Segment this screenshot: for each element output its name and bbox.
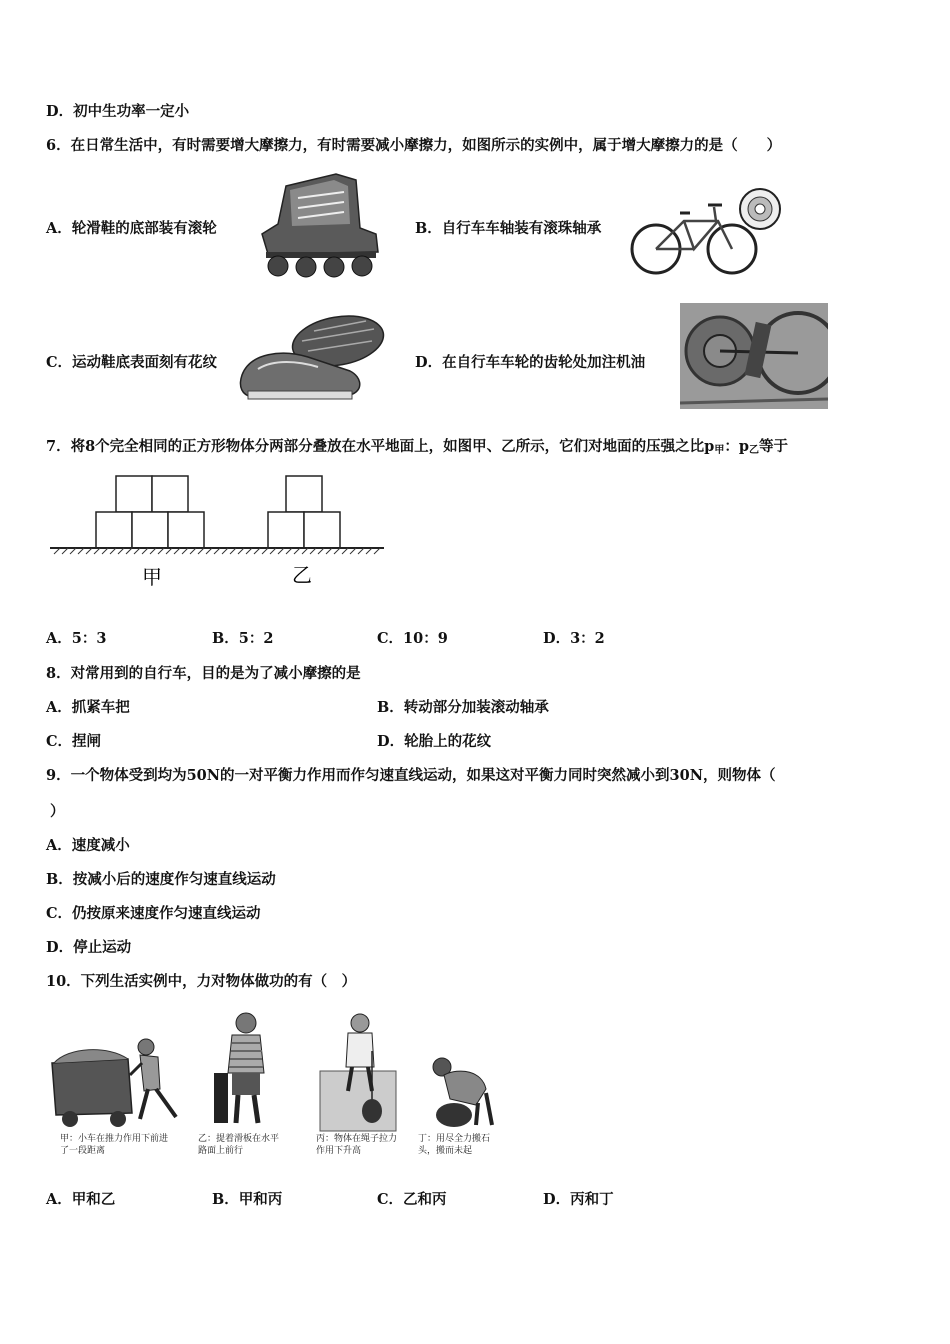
q10-option-b: B．甲和丙 [212, 1191, 283, 1208]
caption-ding: 丁：用尽全力搬石头，搬而未起 [418, 1134, 491, 1156]
label-yi: 乙 [292, 563, 312, 587]
q6-option-a: A．轮滑鞋的底部装有滚轮 [46, 220, 217, 237]
q9-option-b: B．按减小后的速度作匀速直线运动 [46, 871, 276, 888]
q7-stem [46, 437, 788, 461]
q8-option-b: B．转动部分加装滚动轴承 [377, 699, 549, 716]
label-jia: 甲 [142, 565, 162, 589]
q8-option-c: C．捏闸 [46, 733, 102, 750]
cube-jia-bottom-3 [168, 512, 204, 548]
cube-yi-bottom-2 [304, 512, 340, 548]
cube-jia-bottom-2 [132, 512, 168, 548]
cube-yi-bottom-1 [268, 512, 304, 548]
cube-jia-bottom-1 [96, 512, 132, 548]
q7-option-b: B．5：2 [212, 630, 274, 647]
q8-option-d: D．轮胎上的花纹 [377, 733, 492, 750]
caption-yi: 乙：提着滑板在水平路面上前行 [198, 1134, 280, 1156]
cube-jia-top-1 [116, 476, 152, 512]
q7-stem-text: 7．将8个完全相同的正方形物体分两部分叠放在水平地面上，如图甲、乙所示，它们对地面的压强之比p [46, 438, 715, 455]
lifting-stone-image [420, 1053, 500, 1131]
q9-option-c: C．仍按原来速度作匀速直线运动 [46, 905, 261, 922]
q8-stem: 8．对常用到的自行车，目的是为了减小摩擦的是 [46, 665, 361, 682]
q9-option-a: A．速度减小 [46, 837, 130, 854]
q7-option-d: D．3：2 [543, 630, 605, 647]
q5-option-d: D．初中生功率一定小 [46, 103, 190, 120]
q6-option-d: D．在自行车车轮的齿轮处加注机油 [415, 354, 646, 371]
q7-option-c: C．10：9 [377, 630, 448, 647]
q9-option-d: D．停止运动 [46, 939, 132, 956]
q8-option-a: A．抓紧车把 [46, 699, 130, 716]
q7-stem-end: 等于 [758, 438, 788, 455]
q7-stem-mid: ：p [724, 438, 749, 455]
q10-stem: 10．下列生活实例中，力对物体做功的有（ ） [46, 973, 357, 990]
caption-jia: 甲：小车在推力作用下前进了一段距离 [60, 1134, 169, 1156]
q10-option-a: A．甲和乙 [46, 1191, 116, 1208]
q10-option-c: C．乙和丙 [377, 1191, 447, 1208]
q6-option-c: C．运动鞋底表面刻有花纹 [46, 354, 218, 371]
sneaker-image [238, 305, 390, 405]
roller-skate-image [248, 168, 388, 278]
rope-lifting-image [318, 1011, 398, 1135]
caption-bing: 丙：物体在绳子拉力作用下升高 [316, 1134, 398, 1156]
stacked-cubes-diagram [48, 470, 388, 598]
cube-yi-top [286, 476, 322, 512]
q7-option-a: A．5：3 [46, 630, 107, 647]
q7-subscript-jia: 甲 [714, 445, 725, 456]
q7-subscript-yi: 乙 [748, 445, 759, 456]
cube-jia-top-2 [152, 476, 188, 512]
q9-stem: 9．一个物体受到均为50N的一对平衡力作用而作匀速直线运动，如果这对平衡力同时突然减小到30N，则物体（ [46, 767, 776, 784]
q6-stem: 6．在日常生活中，有时需要增大摩擦力，有时需要减小摩擦力，如图所示的实例中，属于增大摩擦力的是（ ） [46, 137, 782, 154]
pushing-cart-image [48, 1033, 188, 1129]
bicycle-bearing-image [628, 183, 788, 278]
q9-stem-end: ） [50, 803, 65, 820]
q10-option-d: D．丙和丁 [543, 1191, 614, 1208]
bicycle-gear-oil-image [680, 303, 828, 409]
carrying-board-image [210, 1011, 280, 1131]
q6-option-b: B．自行车车轴装有滚珠轴承 [415, 220, 602, 237]
